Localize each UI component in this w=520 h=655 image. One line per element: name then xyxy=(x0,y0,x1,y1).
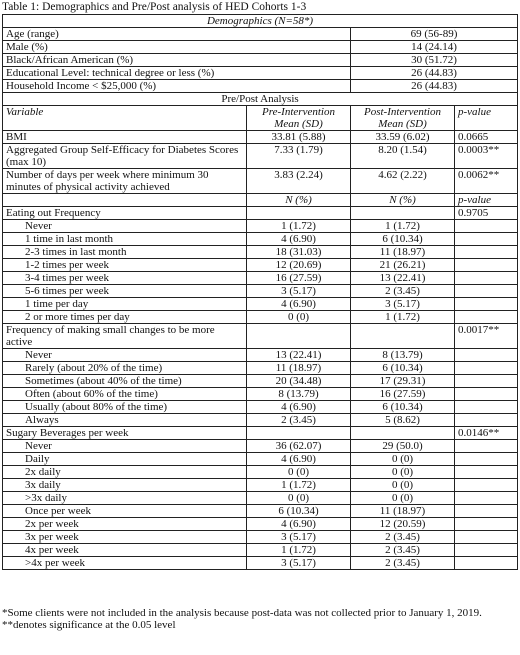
category-label: Daily xyxy=(3,453,247,466)
n-header-blank xyxy=(3,194,247,207)
category-post: 0 (0) xyxy=(351,492,455,505)
category-post: 5 (8.62) xyxy=(351,414,455,427)
category-p-blank xyxy=(455,531,518,544)
category-pre: 20 (34.48) xyxy=(247,375,351,388)
demographics-row xyxy=(3,54,518,67)
demographics-label: Male (%) xyxy=(3,41,351,54)
category-p-blank xyxy=(455,349,518,362)
table-title: Table 1: Demographics and Pre/Post analysis of HED Cohorts 1-3 xyxy=(2,1,307,13)
n-header-pre: N (%) xyxy=(247,194,351,207)
category-row xyxy=(3,285,518,298)
section-blank-pre xyxy=(247,207,351,220)
category-p-blank xyxy=(455,414,518,427)
category-post: 3 (5.17) xyxy=(351,298,455,311)
category-label: Rarely (about 20% of the time) xyxy=(3,362,247,375)
category-pre: 3 (5.17) xyxy=(247,557,351,570)
category-p-blank xyxy=(455,285,518,298)
mean-pre: 7.33 (1.79) xyxy=(247,144,351,169)
mean-pre: 33.81 (5.88) xyxy=(247,131,351,144)
demographics-header: Demographics (N=58*) xyxy=(3,15,518,28)
category-post: 2 (3.45) xyxy=(351,531,455,544)
demographics-row xyxy=(3,41,518,54)
category-p-blank xyxy=(455,453,518,466)
mean-label: Aggregated Group Self-Efficacy for Diabetes Scores (max 10) xyxy=(3,144,247,169)
category-row xyxy=(3,272,518,285)
mean-post: 4.62 (2.22) xyxy=(351,169,455,194)
category-pre: 4 (6.90) xyxy=(247,453,351,466)
mean-pre: 3.83 (2.24) xyxy=(247,169,351,194)
results-table-body xyxy=(3,15,518,570)
category-post: 1 (1.72) xyxy=(351,220,455,233)
category-pre: 4 (6.90) xyxy=(247,298,351,311)
category-label: >3x daily xyxy=(3,492,247,505)
category-label: 2 or more times per day xyxy=(3,311,247,324)
section-blank-pre xyxy=(247,324,351,349)
category-post: 8 (13.79) xyxy=(351,349,455,362)
category-p-blank xyxy=(455,388,518,401)
category-p-blank xyxy=(455,311,518,324)
n-header-post: N (%) xyxy=(351,194,455,207)
category-label: Often (about 60% of the time) xyxy=(3,388,247,401)
category-pre: 4 (6.90) xyxy=(247,401,351,414)
category-post: 6 (10.34) xyxy=(351,233,455,246)
category-row xyxy=(3,479,518,492)
mean-p: 0.0665 xyxy=(455,131,518,144)
category-p-blank xyxy=(455,505,518,518)
category-pre: 4 (6.90) xyxy=(247,518,351,531)
category-label: Never xyxy=(3,349,247,362)
demographics-value: 26 (44.83) xyxy=(351,67,518,80)
category-p-blank xyxy=(455,518,518,531)
mean-post: 8.20 (1.54) xyxy=(351,144,455,169)
n-header-row xyxy=(3,194,518,207)
mean-row xyxy=(3,169,518,194)
category-post: 29 (50.0) xyxy=(351,440,455,453)
category-p-blank xyxy=(455,544,518,557)
category-pre: 0 (0) xyxy=(247,492,351,505)
category-row xyxy=(3,388,518,401)
category-label: 3-4 times per week xyxy=(3,272,247,285)
demographics-row xyxy=(3,80,518,93)
category-p-blank xyxy=(455,375,518,388)
category-row xyxy=(3,557,518,570)
category-pre: 2 (3.45) xyxy=(247,414,351,427)
column-header-row xyxy=(3,106,518,131)
category-pre: 4 (6.90) xyxy=(247,233,351,246)
section-row xyxy=(3,207,518,220)
category-row xyxy=(3,466,518,479)
category-post: 11 (18.97) xyxy=(351,246,455,259)
demographics-row xyxy=(3,67,518,80)
category-label: 2x per week xyxy=(3,518,247,531)
section-label: Eating out Frequency xyxy=(3,207,247,220)
demographics-label: Educational Level: technical degree or less (%) xyxy=(3,67,351,80)
section-label: Frequency of making small changes to be more active xyxy=(3,324,247,349)
mean-p: 0.0062** xyxy=(455,169,518,194)
mean-row xyxy=(3,131,518,144)
category-label: 3x per week xyxy=(3,531,247,544)
demographics-label: Household Income < $25,000 (%) xyxy=(3,80,351,93)
category-row xyxy=(3,349,518,362)
mean-row xyxy=(3,144,518,169)
category-pre: 18 (31.03) xyxy=(247,246,351,259)
n-header-p: p-value xyxy=(455,194,518,207)
category-pre: 3 (5.17) xyxy=(247,285,351,298)
category-pre: 1 (1.72) xyxy=(247,544,351,557)
category-label: 5-6 times per week xyxy=(3,285,247,298)
category-p-blank xyxy=(455,272,518,285)
category-pre: 0 (0) xyxy=(247,311,351,324)
category-label: >4x per week xyxy=(3,557,247,570)
category-label: 1-2 times per week xyxy=(3,259,247,272)
category-post: 6 (10.34) xyxy=(351,362,455,375)
prepost-header: Pre/Post Analysis xyxy=(3,93,518,106)
section-row xyxy=(3,427,518,440)
category-row xyxy=(3,440,518,453)
category-label: 2-3 times in last month xyxy=(3,246,247,259)
category-label: 1 time per day xyxy=(3,298,247,311)
category-pre: 6 (10.34) xyxy=(247,505,351,518)
demographics-label: Black/African American (%) xyxy=(3,54,351,67)
category-row xyxy=(3,259,518,272)
category-row xyxy=(3,362,518,375)
prepost-header-row xyxy=(3,93,518,106)
section-blank-pre xyxy=(247,427,351,440)
demographics-value: 14 (24.14) xyxy=(351,41,518,54)
category-p-blank xyxy=(455,246,518,259)
category-pre: 36 (62.07) xyxy=(247,440,351,453)
category-label: 3x daily xyxy=(3,479,247,492)
category-post: 16 (27.59) xyxy=(351,388,455,401)
category-row xyxy=(3,246,518,259)
category-p-blank xyxy=(455,362,518,375)
category-label: Usually (about 80% of the time) xyxy=(3,401,247,414)
category-pre: 13 (22.41) xyxy=(247,349,351,362)
demographics-value: 69 (56-89) xyxy=(351,28,518,41)
col-pvalue: p-value xyxy=(455,106,518,131)
section-label: Sugary Beverages per week xyxy=(3,427,247,440)
mean-label: BMI xyxy=(3,131,247,144)
category-post: 12 (20.59) xyxy=(351,518,455,531)
category-p-blank xyxy=(455,401,518,414)
category-p-blank xyxy=(455,233,518,246)
category-post: 0 (0) xyxy=(351,453,455,466)
category-p-blank xyxy=(455,298,518,311)
category-p-blank xyxy=(455,492,518,505)
category-row xyxy=(3,220,518,233)
category-row xyxy=(3,453,518,466)
footnote-1: *Some clients were not included in the analysis because post-data was not collected prior to January 1, 2019. xyxy=(2,607,482,619)
category-pre: 0 (0) xyxy=(247,466,351,479)
category-pre: 1 (1.72) xyxy=(247,220,351,233)
category-post: 1 (1.72) xyxy=(351,311,455,324)
category-post: 0 (0) xyxy=(351,479,455,492)
demographics-value: 30 (51.72) xyxy=(351,54,518,67)
category-p-blank xyxy=(455,440,518,453)
category-post: 6 (10.34) xyxy=(351,401,455,414)
category-p-blank xyxy=(455,479,518,492)
section-blank-post xyxy=(351,324,455,349)
category-post: 0 (0) xyxy=(351,466,455,479)
col-pre: Pre-Intervention Mean (SD) xyxy=(247,106,351,131)
category-pre: 1 (1.72) xyxy=(247,479,351,492)
category-post: 2 (3.45) xyxy=(351,557,455,570)
demographics-value: 26 (44.83) xyxy=(351,80,518,93)
category-row xyxy=(3,505,518,518)
category-post: 21 (26.21) xyxy=(351,259,455,272)
category-row xyxy=(3,518,518,531)
category-p-blank xyxy=(455,557,518,570)
section-row xyxy=(3,324,518,349)
category-post: 17 (29.31) xyxy=(351,375,455,388)
category-pre: 11 (18.97) xyxy=(247,362,351,375)
category-pre: 8 (13.79) xyxy=(247,388,351,401)
category-label: 1 time in last month xyxy=(3,233,247,246)
category-row xyxy=(3,492,518,505)
category-p-blank xyxy=(455,259,518,272)
category-label: Never xyxy=(3,440,247,453)
footnotes xyxy=(2,607,517,631)
category-p-blank xyxy=(455,466,518,479)
category-pre: 12 (20.69) xyxy=(247,259,351,272)
category-post: 11 (18.97) xyxy=(351,505,455,518)
mean-p: 0.0003** xyxy=(455,144,518,169)
category-label: Once per week xyxy=(3,505,247,518)
section-p: 0.0146** xyxy=(455,427,518,440)
col-post: Post-Intervention Mean (SD) xyxy=(351,106,455,131)
category-label: Always xyxy=(3,414,247,427)
demographics-label: Age (range) xyxy=(3,28,351,41)
category-row xyxy=(3,298,518,311)
footnote-2: **denotes significance at the 0.05 level xyxy=(2,619,176,631)
category-row xyxy=(3,414,518,427)
category-label: Sometimes (about 40% of the time) xyxy=(3,375,247,388)
category-pre: 16 (27.59) xyxy=(247,272,351,285)
category-p-blank xyxy=(455,220,518,233)
section-p: 0.0017** xyxy=(455,324,518,349)
category-row xyxy=(3,375,518,388)
demographics-header-row xyxy=(3,15,518,28)
category-post: 13 (22.41) xyxy=(351,272,455,285)
category-row xyxy=(3,544,518,557)
category-post: 2 (3.45) xyxy=(351,285,455,298)
demographics-row xyxy=(3,28,518,41)
category-label: Never xyxy=(3,220,247,233)
mean-label: Number of days per week where minimum 30 minutes of physical activity achieved xyxy=(3,169,247,194)
category-post: 2 (3.45) xyxy=(351,544,455,557)
category-row xyxy=(3,233,518,246)
results-table xyxy=(2,14,518,570)
section-blank-post xyxy=(351,207,455,220)
category-label: 4x per week xyxy=(3,544,247,557)
category-pre: 3 (5.17) xyxy=(247,531,351,544)
category-row xyxy=(3,531,518,544)
category-row xyxy=(3,401,518,414)
mean-post: 33.59 (6.02) xyxy=(351,131,455,144)
col-variable: Variable xyxy=(3,106,247,131)
section-p: 0.9705 xyxy=(455,207,518,220)
section-blank-post xyxy=(351,427,455,440)
category-row xyxy=(3,311,518,324)
category-label: 2x daily xyxy=(3,466,247,479)
